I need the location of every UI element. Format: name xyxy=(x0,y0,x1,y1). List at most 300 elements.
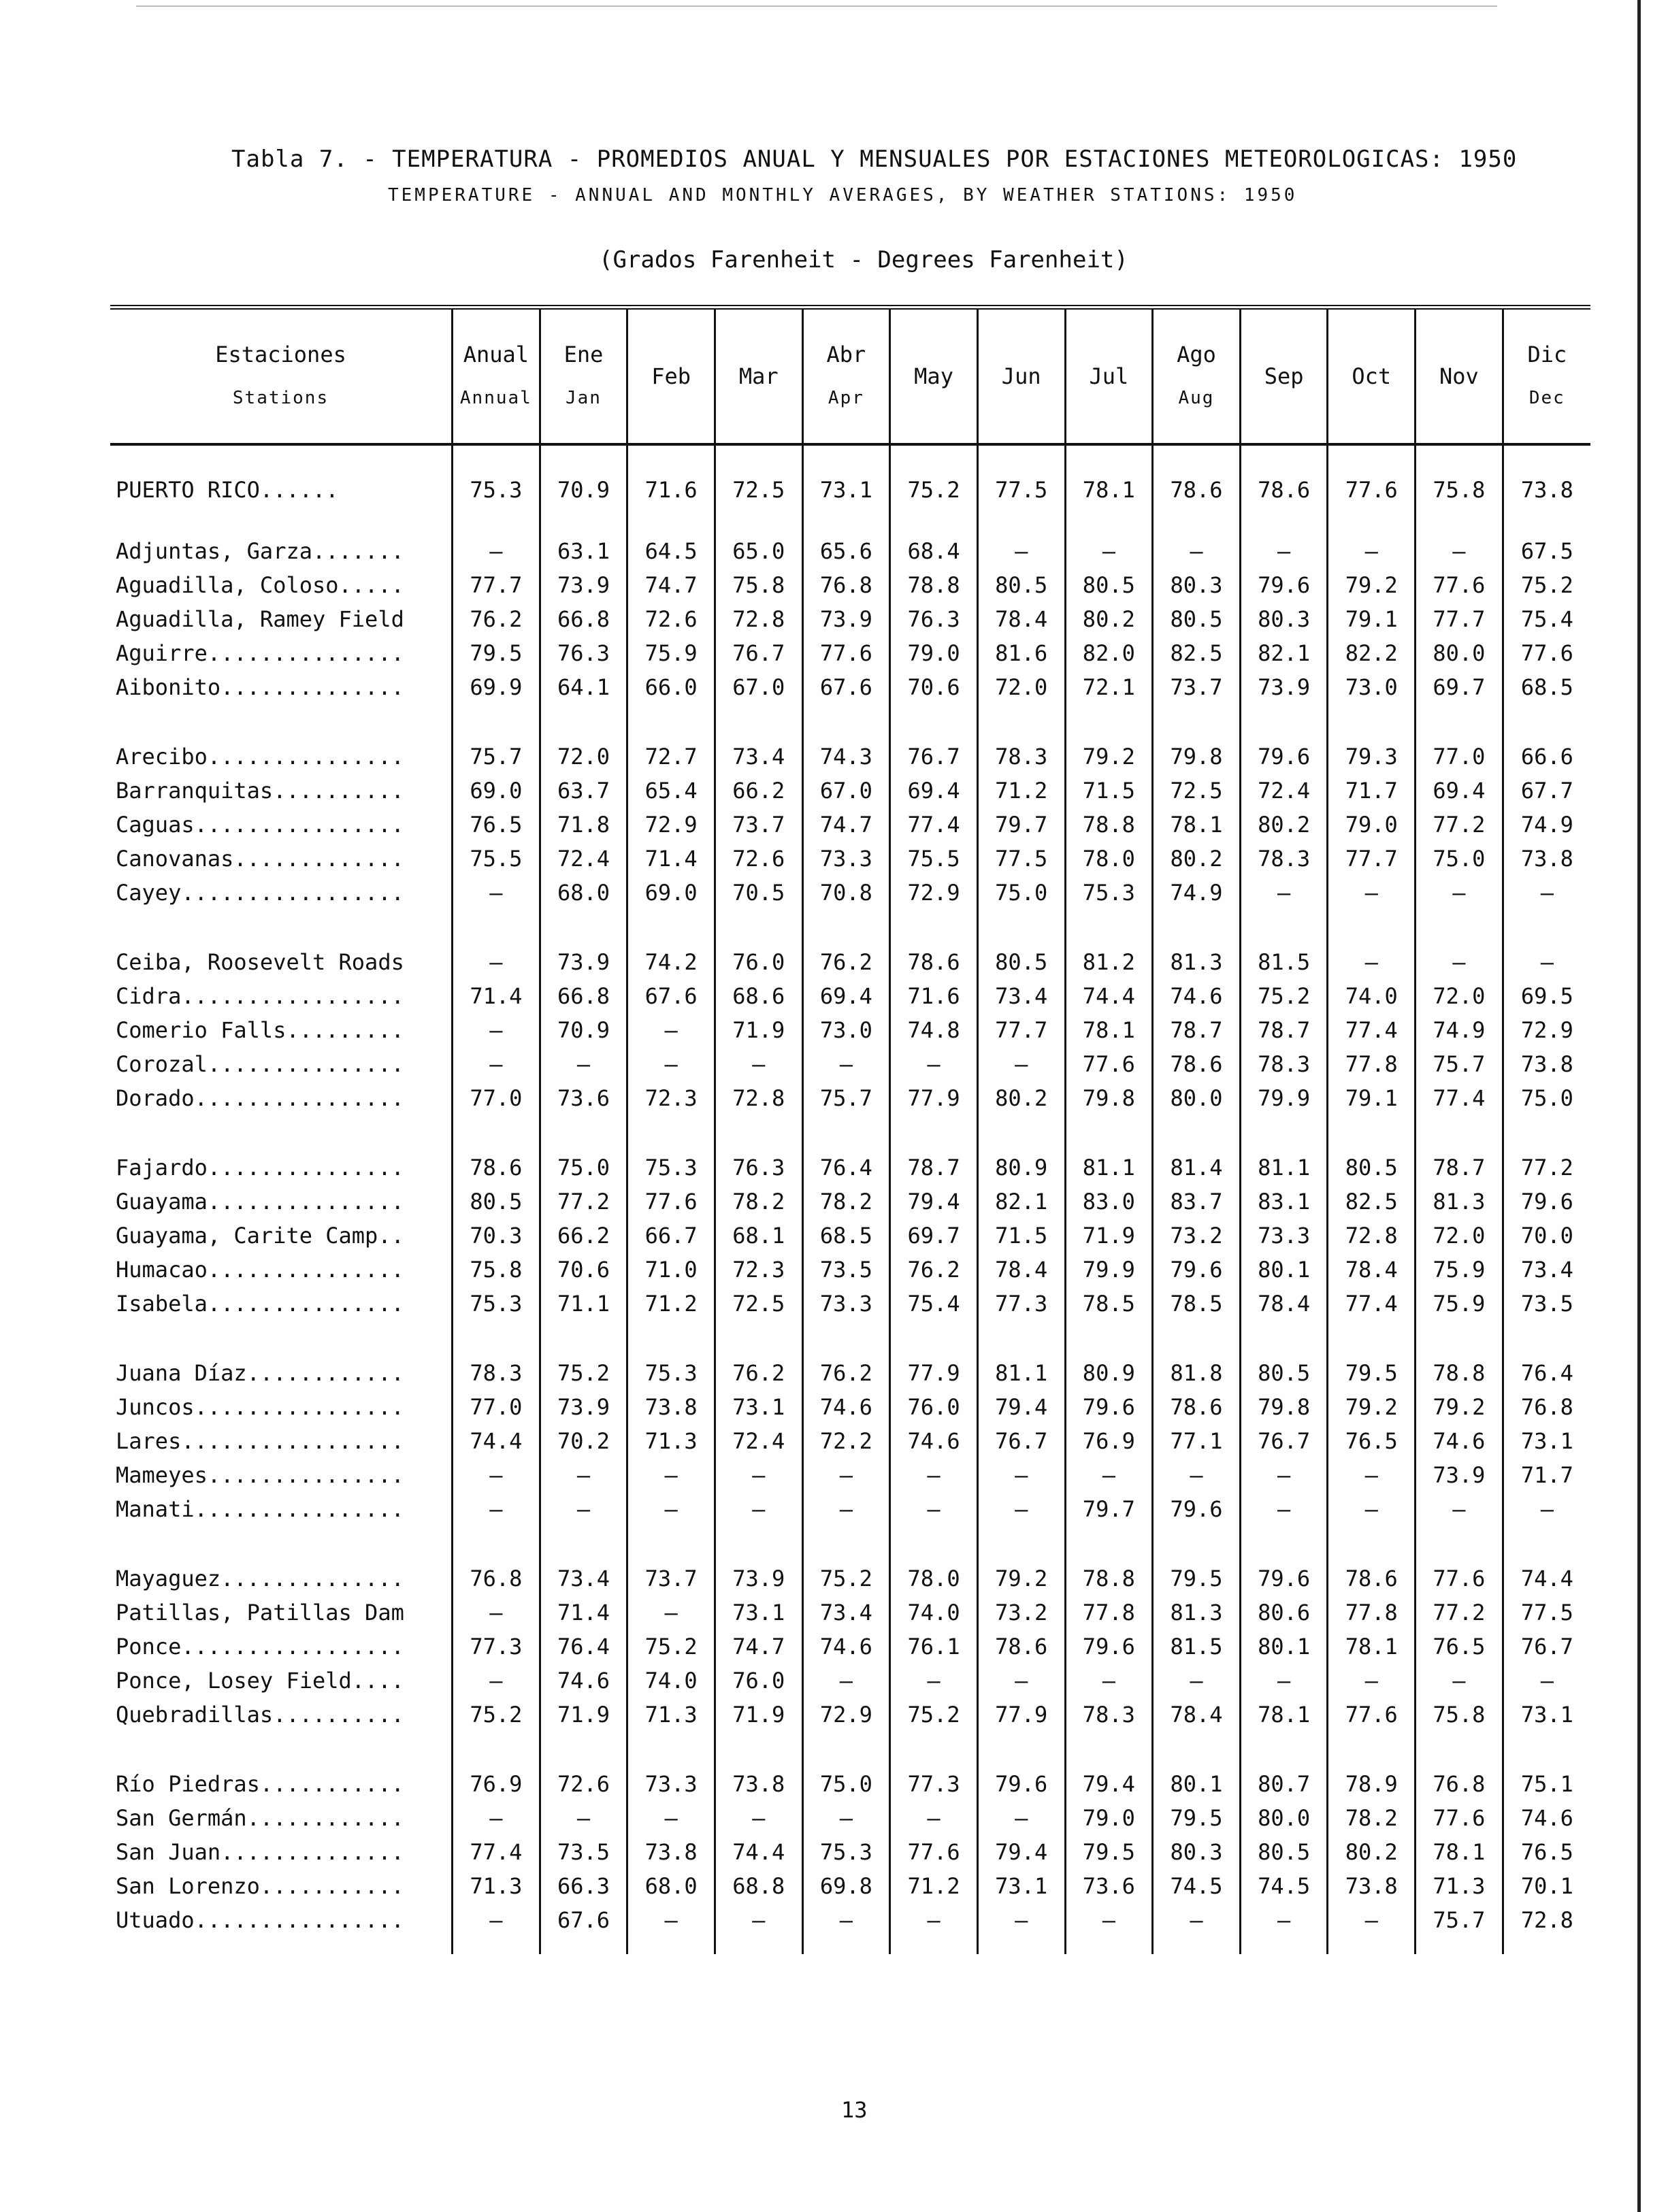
value-cell: — xyxy=(1240,534,1328,568)
value-cell: — xyxy=(1240,1492,1328,1526)
value-cell: 71.4 xyxy=(540,1596,627,1630)
value-cell: 75.0 xyxy=(1503,1081,1590,1115)
top-rule xyxy=(136,5,1497,7)
value-cell: — xyxy=(977,1801,1065,1835)
value-cell: 71.3 xyxy=(453,1869,540,1903)
spacer-cell xyxy=(1065,1321,1153,1356)
value-cell: 78.6 xyxy=(1153,1047,1241,1081)
value-cell: 68.4 xyxy=(890,534,978,568)
spacer-cell xyxy=(1240,1526,1328,1562)
row-spacer xyxy=(110,1321,1590,1356)
spacer-cell xyxy=(627,444,715,472)
value-cell: 72.9 xyxy=(1503,1013,1590,1047)
value-cell: 78.7 xyxy=(1153,1013,1241,1047)
value-cell: 77.3 xyxy=(890,1767,978,1801)
value-cell: 78.2 xyxy=(715,1185,802,1219)
value-cell: 69.4 xyxy=(1416,774,1503,808)
value-cell: 78.1 xyxy=(1416,1835,1503,1869)
station-name: Comerio Falls......... xyxy=(116,1017,404,1043)
value-cell: 77.7 xyxy=(1416,602,1503,636)
value-cell: 74.3 xyxy=(802,740,890,774)
table-row xyxy=(110,1596,1590,1630)
value-cell: 76.2 xyxy=(453,602,540,636)
value-cell: 71.9 xyxy=(715,1013,802,1047)
station-name: Aguirre............... xyxy=(116,640,404,666)
table-row xyxy=(110,1356,1590,1390)
value-cell: 71.4 xyxy=(627,842,715,876)
spacer-cell xyxy=(1416,508,1503,534)
spacer-cell xyxy=(453,910,540,945)
spacer-cell xyxy=(453,1115,540,1151)
station-name: Barranquitas.......... xyxy=(116,778,404,804)
value-cell: 76.8 xyxy=(1416,1767,1503,1801)
table-row xyxy=(110,1185,1590,1219)
spacer-cell xyxy=(1153,910,1241,945)
value-cell: 66.7 xyxy=(627,1219,715,1253)
value-cell: 67.7 xyxy=(1503,774,1590,808)
value-cell: — xyxy=(453,1013,540,1047)
value-cell: 82.0 xyxy=(1065,636,1153,670)
value-cell: 79.6 xyxy=(1240,1562,1328,1596)
value-cell: 80.5 xyxy=(1153,602,1241,636)
value-cell: 66.8 xyxy=(540,979,627,1013)
value-cell: 79.6 xyxy=(1065,1390,1153,1424)
station-name: Aibonito.............. xyxy=(116,674,404,700)
value-cell: — xyxy=(715,1458,802,1492)
spacer-cell xyxy=(1153,508,1241,534)
value-cell: 79.6 xyxy=(977,1767,1065,1801)
value-cell: 72.9 xyxy=(627,808,715,842)
value-cell: 66.6 xyxy=(1503,740,1590,774)
value-cell: 71.1 xyxy=(540,1287,627,1321)
value-cell: 72.3 xyxy=(627,1081,715,1115)
value-cell: 75.9 xyxy=(627,636,715,670)
value-cell: 77.9 xyxy=(890,1081,978,1115)
value-cell: — xyxy=(1065,1664,1153,1698)
table-row xyxy=(110,1287,1590,1321)
value-cell: 74.0 xyxy=(890,1596,978,1630)
value-cell: 73.8 xyxy=(627,1390,715,1424)
row-spacer xyxy=(110,704,1590,740)
value-cell: — xyxy=(802,1801,890,1835)
spacer-cell xyxy=(1240,508,1328,534)
value-cell: 78.5 xyxy=(1153,1287,1241,1321)
value-cell: 73.8 xyxy=(627,1835,715,1869)
value-cell: 81.1 xyxy=(1065,1151,1153,1185)
value-cell: 80.2 xyxy=(1240,808,1328,842)
value-cell: 78.6 xyxy=(890,945,978,979)
value-cell: 72.6 xyxy=(627,602,715,636)
value-cell: — xyxy=(1416,1492,1503,1526)
spacer-cell xyxy=(1065,508,1153,534)
table-row xyxy=(110,1081,1590,1115)
spacer-cell xyxy=(1328,1937,1416,1954)
spacer-cell xyxy=(453,1526,540,1562)
value-cell: 78.3 xyxy=(1240,842,1328,876)
value-cell: 75.5 xyxy=(890,842,978,876)
value-cell: 77.4 xyxy=(1328,1287,1416,1321)
table-row xyxy=(110,1801,1590,1835)
table-row xyxy=(110,1013,1590,1047)
value-cell: 71.2 xyxy=(890,1869,978,1903)
value-cell: 71.2 xyxy=(627,1287,715,1321)
value-cell: 75.7 xyxy=(802,1081,890,1115)
value-cell: 77.8 xyxy=(1328,1047,1416,1081)
spacer-cell xyxy=(110,444,453,472)
value-cell: 73.9 xyxy=(1416,1458,1503,1492)
table-row xyxy=(110,1390,1590,1424)
spacer-cell xyxy=(1328,1526,1416,1562)
value-cell: 73.8 xyxy=(715,1767,802,1801)
spacer-cell xyxy=(453,704,540,740)
page-number: 13 xyxy=(841,2097,868,2123)
column-header-mar xyxy=(715,308,802,445)
value-cell: 79.6 xyxy=(1503,1185,1590,1219)
value-cell: 73.9 xyxy=(802,602,890,636)
value-cell: 73.3 xyxy=(627,1767,715,1801)
spacer-cell xyxy=(627,1937,715,1954)
spacer-cell xyxy=(453,1937,540,1954)
station-name: Cayey................. xyxy=(116,880,404,906)
spacer-cell xyxy=(1416,1937,1503,1954)
value-cell: 76.2 xyxy=(890,1253,978,1287)
value-cell: 78.1 xyxy=(1328,1630,1416,1664)
value-cell: — xyxy=(453,1801,540,1835)
station-name: Utuado................ xyxy=(116,1907,404,1933)
value-cell: 77.7 xyxy=(977,1013,1065,1047)
value-cell: 78.2 xyxy=(1328,1801,1416,1835)
value-cell: 74.5 xyxy=(1240,1869,1328,1903)
value-cell: 75.3 xyxy=(453,1287,540,1321)
value-cell: 72.0 xyxy=(1416,1219,1503,1253)
value-cell: — xyxy=(977,1903,1065,1937)
value-cell: 82.5 xyxy=(1328,1185,1416,1219)
spacer-cell xyxy=(715,910,802,945)
value-cell: 72.6 xyxy=(540,1767,627,1801)
value-cell: — xyxy=(540,1458,627,1492)
spacer-cell xyxy=(1065,444,1153,472)
value-cell: 72.4 xyxy=(540,842,627,876)
value-cell: 80.0 xyxy=(1153,1081,1241,1115)
value-cell: 80.5 xyxy=(1240,1356,1328,1390)
value-cell: 73.4 xyxy=(802,1596,890,1630)
value-cell: 73.3 xyxy=(1240,1219,1328,1253)
value-cell: 80.3 xyxy=(1153,568,1241,602)
value-cell: 78.4 xyxy=(977,602,1065,636)
value-cell: 77.4 xyxy=(453,1835,540,1869)
value-cell: — xyxy=(1503,1664,1590,1698)
value-cell: 66.8 xyxy=(540,602,627,636)
value-cell: 75.2 xyxy=(890,1698,978,1732)
table-row xyxy=(110,1698,1590,1732)
value-cell: 71.8 xyxy=(540,808,627,842)
row-spacer xyxy=(110,1526,1590,1562)
value-cell: 75.3 xyxy=(1065,876,1153,910)
value-cell: 73.7 xyxy=(627,1562,715,1596)
value-cell: — xyxy=(715,1492,802,1526)
value-cell: 72.6 xyxy=(715,842,802,876)
station-name: Lares................. xyxy=(116,1428,404,1454)
value-cell: 77.0 xyxy=(1416,740,1503,774)
value-cell: 75.4 xyxy=(1503,602,1590,636)
spacer-cell xyxy=(977,704,1065,740)
value-cell: — xyxy=(627,1801,715,1835)
value-cell: 72.7 xyxy=(627,740,715,774)
value-cell: 70.9 xyxy=(540,472,627,508)
station-name: Ponce, Losey Field.... xyxy=(116,1668,404,1694)
value-cell: 74.9 xyxy=(1416,1013,1503,1047)
value-cell: 80.3 xyxy=(1240,602,1328,636)
value-cell: 77.7 xyxy=(453,568,540,602)
spacer-cell xyxy=(715,1937,802,1954)
value-cell: 69.7 xyxy=(1416,670,1503,704)
value-cell: — xyxy=(1153,1458,1241,1492)
spacer-cell xyxy=(977,910,1065,945)
value-cell: 77.2 xyxy=(1503,1151,1590,1185)
value-cell: 76.2 xyxy=(802,945,890,979)
column-header-label-es: Mar xyxy=(738,363,779,389)
value-cell: 76.7 xyxy=(715,636,802,670)
table-row xyxy=(110,808,1590,842)
table-row xyxy=(110,1219,1590,1253)
spacer-cell xyxy=(1153,1526,1241,1562)
station-name: Adjuntas, Garza....... xyxy=(116,538,404,564)
value-cell: 81.8 xyxy=(1153,1356,1241,1390)
value-cell: 83.7 xyxy=(1153,1185,1241,1219)
units-subtitle: (Grados Farenheit - Degrees Farenheit) xyxy=(599,246,1128,274)
spacer-cell xyxy=(1065,1115,1153,1151)
value-cell: 77.0 xyxy=(453,1081,540,1115)
value-cell: 77.6 xyxy=(1416,1801,1503,1835)
value-cell: 79.2 xyxy=(1065,740,1153,774)
spacer-cell xyxy=(1416,444,1503,472)
value-cell: 73.7 xyxy=(1153,670,1241,704)
value-cell: 74.6 xyxy=(890,1424,978,1458)
spacer-cell xyxy=(110,1526,453,1562)
value-cell: 70.5 xyxy=(715,876,802,910)
value-cell: 70.3 xyxy=(453,1219,540,1253)
spacer-cell xyxy=(1153,444,1241,472)
value-cell: 79.9 xyxy=(1065,1253,1153,1287)
value-cell: 70.2 xyxy=(540,1424,627,1458)
value-cell: 71.9 xyxy=(1065,1219,1153,1253)
spacer-cell xyxy=(540,1937,627,1954)
value-cell: — xyxy=(1503,945,1590,979)
column-header-label-es: Ene xyxy=(563,342,604,367)
header-row xyxy=(110,308,1590,445)
value-cell: — xyxy=(890,1903,978,1937)
value-cell: 76.2 xyxy=(715,1356,802,1390)
spacer-cell xyxy=(110,1937,453,1954)
table-row xyxy=(110,1630,1590,1664)
value-cell: 81.2 xyxy=(1065,945,1153,979)
value-cell: 78.4 xyxy=(1240,1287,1328,1321)
value-cell: 78.4 xyxy=(977,1253,1065,1287)
summary-row xyxy=(110,472,1590,508)
spacer-cell xyxy=(110,1321,453,1356)
value-cell: 72.0 xyxy=(540,740,627,774)
value-cell: — xyxy=(1416,945,1503,979)
value-cell: 74.4 xyxy=(453,1424,540,1458)
value-cell: 75.2 xyxy=(802,1562,890,1596)
value-cell: — xyxy=(1416,534,1503,568)
value-cell: 77.2 xyxy=(540,1185,627,1219)
spacer-cell xyxy=(1240,704,1328,740)
value-cell: 78.6 xyxy=(1153,1390,1241,1424)
value-cell: — xyxy=(453,945,540,979)
spacer-cell xyxy=(802,910,890,945)
value-cell: — xyxy=(627,1458,715,1492)
value-cell: 76.3 xyxy=(715,1151,802,1185)
column-header-annual xyxy=(453,308,540,445)
value-cell: — xyxy=(1328,1903,1416,1937)
spacer-cell xyxy=(802,704,890,740)
value-cell: 72.8 xyxy=(715,602,802,636)
value-cell: — xyxy=(1065,534,1153,568)
value-cell: 73.6 xyxy=(1065,1869,1153,1903)
column-header-feb xyxy=(627,308,715,445)
value-cell: 67.6 xyxy=(540,1903,627,1937)
value-cell: 73.0 xyxy=(802,1013,890,1047)
column-header-label-es: Anual xyxy=(463,342,529,367)
value-cell: 79.6 xyxy=(1240,568,1328,602)
spacer-cell xyxy=(977,444,1065,472)
value-cell: 75.7 xyxy=(453,740,540,774)
value-cell: 72.5 xyxy=(715,1287,802,1321)
value-cell: 79.2 xyxy=(1328,568,1416,602)
value-cell: 75.9 xyxy=(1416,1287,1503,1321)
value-cell: 73.1 xyxy=(1503,1424,1590,1458)
value-cell: 80.2 xyxy=(977,1081,1065,1115)
spacer-cell xyxy=(890,1115,978,1151)
station-name: Patillas, Patillas Dam xyxy=(116,1600,404,1625)
value-cell: — xyxy=(540,1492,627,1526)
value-cell: 81.6 xyxy=(977,636,1065,670)
value-cell: 76.5 xyxy=(1503,1835,1590,1869)
table-row xyxy=(110,1903,1590,1937)
value-cell: 76.0 xyxy=(890,1390,978,1424)
column-header-label-en: Apr xyxy=(828,388,864,408)
value-cell: 77.6 xyxy=(627,1185,715,1219)
column-header-label-es: Sep xyxy=(1264,363,1304,389)
value-cell: — xyxy=(890,1458,978,1492)
value-cell: 74.9 xyxy=(1503,808,1590,842)
value-cell: 71.6 xyxy=(890,979,978,1013)
value-cell: 78.0 xyxy=(1065,842,1153,876)
value-cell: — xyxy=(453,534,540,568)
value-cell: 68.8 xyxy=(715,1869,802,1903)
table-row xyxy=(110,1424,1590,1458)
spacer-cell xyxy=(715,508,802,534)
station-name: Juncos................ xyxy=(116,1394,404,1420)
value-cell: 73.8 xyxy=(1503,1047,1590,1081)
value-cell: 77.1 xyxy=(1153,1424,1241,1458)
value-cell: 72.0 xyxy=(1416,979,1503,1013)
spacer-cell xyxy=(1503,1321,1590,1356)
value-cell: 71.7 xyxy=(1503,1458,1590,1492)
station-name: Dorado................ xyxy=(116,1085,404,1111)
value-cell: 71.6 xyxy=(627,472,715,508)
value-cell: 78.3 xyxy=(977,740,1065,774)
value-cell: 79.1 xyxy=(1328,602,1416,636)
spacer-cell xyxy=(110,910,453,945)
value-cell: — xyxy=(453,1492,540,1526)
value-cell: 79.5 xyxy=(1065,1835,1153,1869)
spacer-cell xyxy=(890,1937,978,1954)
value-cell: 73.5 xyxy=(540,1835,627,1869)
spacer-cell xyxy=(1153,1321,1241,1356)
column-header-nov xyxy=(1416,308,1503,445)
value-cell: 77.8 xyxy=(1328,1596,1416,1630)
table-row xyxy=(110,1835,1590,1869)
column-header-aug xyxy=(1153,308,1241,445)
station-name: Caguas................ xyxy=(116,812,404,838)
value-cell: — xyxy=(802,1903,890,1937)
value-cell: 74.5 xyxy=(1153,1869,1241,1903)
value-cell: 78.4 xyxy=(1153,1698,1241,1732)
value-cell: 80.0 xyxy=(1240,1801,1328,1835)
value-cell: 68.1 xyxy=(715,1219,802,1253)
value-cell: 73.3 xyxy=(802,842,890,876)
value-cell: 80.1 xyxy=(1240,1253,1328,1287)
value-cell: 81.1 xyxy=(1240,1151,1328,1185)
value-cell: — xyxy=(1328,876,1416,910)
value-cell: 78.6 xyxy=(1328,1562,1416,1596)
value-cell: 79.4 xyxy=(977,1390,1065,1424)
spacer-cell xyxy=(1240,1732,1328,1767)
value-cell: 64.1 xyxy=(540,670,627,704)
station-name: San Juan.............. xyxy=(116,1839,404,1865)
table-row xyxy=(110,1458,1590,1492)
value-cell: 75.0 xyxy=(802,1767,890,1801)
value-cell: 74.6 xyxy=(1153,979,1241,1013)
spacer-cell xyxy=(110,508,453,534)
value-cell: 79.6 xyxy=(1240,740,1328,774)
table-row xyxy=(110,534,1590,568)
value-cell: 73.9 xyxy=(715,1562,802,1596)
value-cell: 78.4 xyxy=(1328,1253,1416,1287)
value-cell: 78.9 xyxy=(1328,1767,1416,1801)
spacer-cell xyxy=(1416,704,1503,740)
value-cell: 75.3 xyxy=(802,1835,890,1869)
table-row xyxy=(110,1767,1590,1801)
spacer-cell xyxy=(627,704,715,740)
value-cell: 78.8 xyxy=(1416,1356,1503,1390)
value-cell: 79.2 xyxy=(1328,1390,1416,1424)
column-header-dec xyxy=(1503,308,1590,445)
spacer-cell xyxy=(1416,910,1503,945)
spacer-cell xyxy=(715,1115,802,1151)
value-cell: 71.5 xyxy=(1065,774,1153,808)
table-title-english: TEMPERATURE - ANNUAL AND MONTHLY AVERAGES, BY WEATHER STATIONS: 1950 xyxy=(388,185,1298,205)
spacer-cell xyxy=(890,1732,978,1767)
value-cell: 78.6 xyxy=(977,1630,1065,1664)
station-name: Canovanas............. xyxy=(116,846,404,872)
value-cell: 74.6 xyxy=(802,1390,890,1424)
spacer-cell xyxy=(1416,1732,1503,1767)
spacer-cell xyxy=(540,444,627,472)
value-cell: — xyxy=(802,1492,890,1526)
value-cell: 76.3 xyxy=(890,602,978,636)
value-cell: 80.5 xyxy=(453,1185,540,1219)
column-header-label-es: Dic xyxy=(1527,342,1567,367)
column-header-label-en: Aug xyxy=(1178,388,1215,408)
value-cell: 75.9 xyxy=(1416,1253,1503,1287)
value-cell: 78.1 xyxy=(1065,1013,1153,1047)
value-cell: 64.5 xyxy=(627,534,715,568)
spacer-cell xyxy=(1153,1937,1241,1954)
spacer-cell xyxy=(1503,910,1590,945)
